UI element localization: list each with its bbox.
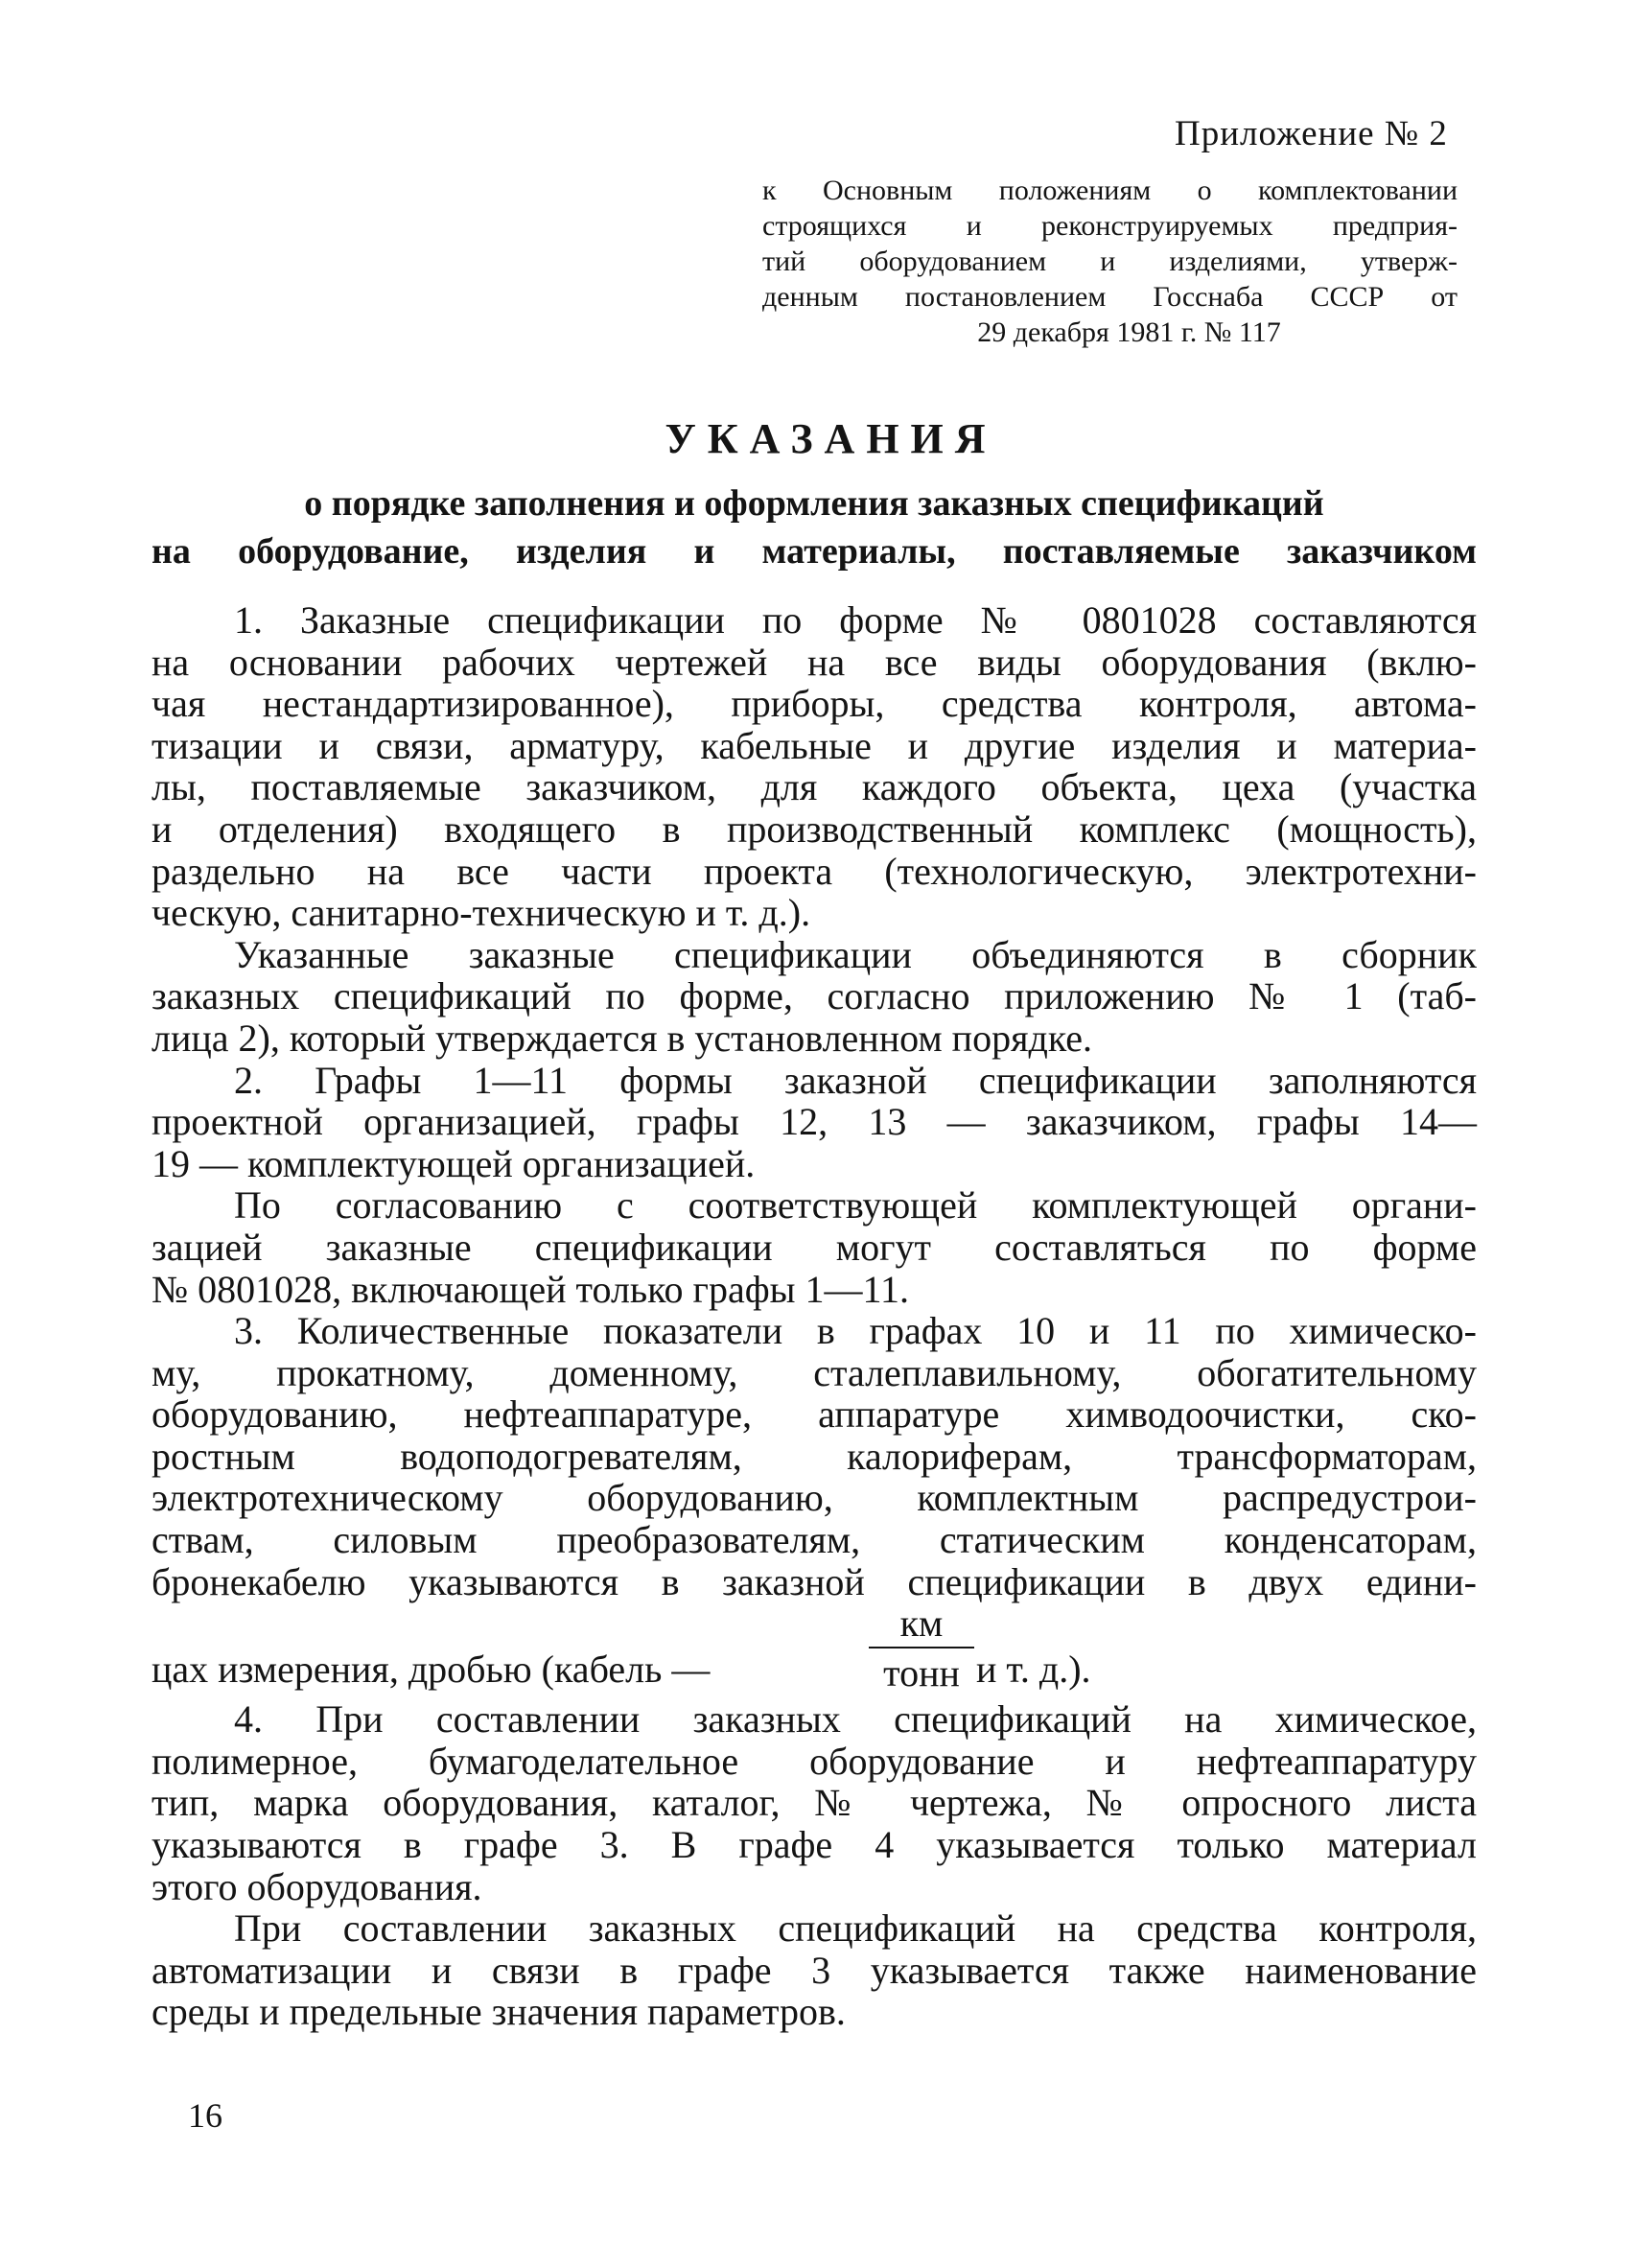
fraction-numerator: км (899, 1602, 944, 1646)
fraction-prefix: цах измерения, дробью (кабель — (152, 1648, 711, 1692)
paragraph-2 (152, 934, 1477, 1060)
paragraph-7 (152, 1907, 1477, 2033)
text-line: 4. При составлении заказных спецификаций на химическое, (234, 1697, 1477, 1742)
paragraph-4 (152, 1184, 1477, 1310)
text-line: этого оборудования. (152, 1864, 482, 1908)
text-line: чая нестандартизированное), приборы, средства контроля, автома- (152, 682, 1477, 726)
fraction (869, 1602, 974, 1695)
paragraph-6 (152, 1698, 1477, 1907)
text-line: 1. Заказные спецификации по форме № 0801028 составляются (234, 598, 1477, 642)
text-line: проектной организацией, графы 12, 13 — заказчиком, графы 14— (152, 1100, 1477, 1144)
subtitle-line: на оборудование, изделия и материалы, поставляемые заказчиком (152, 531, 1477, 572)
text-line: заказных спецификаций по форме, согласно приложению № 1 (таб- (152, 974, 1477, 1018)
text-line: среды и предельные значения параметров. (152, 1990, 846, 2034)
text-line: раздельно на все части проекта (технологическую, электротехни- (152, 849, 1477, 893)
text-line: 3. Количественные показатели в графах 10 и 11 по химическо- (234, 1309, 1477, 1353)
text-line: № 0801028, включающей только графы 1—11. (152, 1267, 910, 1311)
appendix-reference (762, 173, 1458, 350)
text-line: тизации и связи, арматуру, кабельные и другие изделия и материа- (152, 723, 1477, 767)
text-line: По согласованию с соответствующей комплектующей органи- (234, 1183, 1477, 1228)
text-line: и отделения) входящего в производственный комплекс (мощность), (152, 807, 1477, 851)
paragraph-5 (152, 1310, 1477, 1698)
text-line: ростным водоподогревателям, калориферам, трансформаторам, (152, 1434, 1477, 1478)
text-line: зацией заказные спецификации могут составляться по форме (152, 1225, 1477, 1269)
paragraph-3 (152, 1060, 1477, 1185)
text-line: оборудованию, нефтеаппаратуре, аппаратуре химводоочистки, ско- (152, 1392, 1477, 1437)
document-title: УКАЗАНИЯ (665, 415, 997, 462)
appendix-line: денным постановлением Госснаба СССР от (762, 281, 1458, 313)
appendix-line: к Основным положениям о комплектовании (762, 175, 1458, 206)
text-line: Указанные заказные спецификации объединяются в сборник (234, 932, 1477, 976)
text-line: При составлении заказных спецификаций на средства контроля, (234, 1906, 1477, 1951)
document-body (152, 599, 1477, 2033)
text-line: автоматизации и связи в графе 3 указывается также наименование (152, 1948, 1477, 1992)
text-line: лица 2), который утверждается в установленном порядке. (152, 1016, 1093, 1060)
appendix-line: строящихся и реконструируемых предприя- (762, 210, 1458, 242)
text-line: указываются в графе 3. В графе 4 указывается только материал (152, 1823, 1477, 1867)
appendix-line: тий оборудованием и изделиями, утверж- (762, 246, 1458, 277)
text-line: тип, марка оборудования, каталог, № чертежа, № опросного листа (152, 1781, 1477, 1825)
text-line: бронекабелю указываются в заказной спецификации в двух едини- (152, 1559, 1477, 1603)
appendix-line: 29 декабря 1981 г. № 117 (977, 316, 1281, 348)
text-line: электротехническому оборудованию, комплектным распредустрои- (152, 1476, 1477, 1520)
fraction-suffix: и т. д.). (976, 1648, 1091, 1692)
text-line: лы, поставляемые заказчиком, для каждого объекта, цеха (участка (152, 765, 1477, 809)
fraction-line (152, 1602, 1477, 1698)
document-subtitle (152, 479, 1477, 575)
text-line: ствам, силовым преобразователям, статическим конденсаторам, (152, 1518, 1477, 1562)
paragraph-1 (152, 599, 1477, 934)
fraction-denominator: тонн (883, 1651, 960, 1695)
text-line: 19 — комплектующей организацией. (152, 1141, 756, 1185)
text-line: полимерное, бумагоделательное оборудование и нефтеаппаратуру (152, 1739, 1477, 1783)
subtitle-line: о порядке заполнения и оформления заказных спецификаций (304, 483, 1324, 524)
text-line: на основании рабочих чертежей на все виды оборудования (вклю- (152, 640, 1477, 684)
text-line: 2. Графы 1—11 формы заказной спецификации заполняются (234, 1058, 1477, 1102)
text-line: ческую, санитарно-техническую и т. д.). (152, 891, 811, 935)
page-number: 16 (188, 2096, 222, 2135)
fraction-bar (869, 1647, 974, 1648)
appendix-title: Приложение № 2 (1175, 114, 1448, 153)
text-line: му, прокатному, доменному, сталеплавильному, обогатительному (152, 1350, 1477, 1394)
